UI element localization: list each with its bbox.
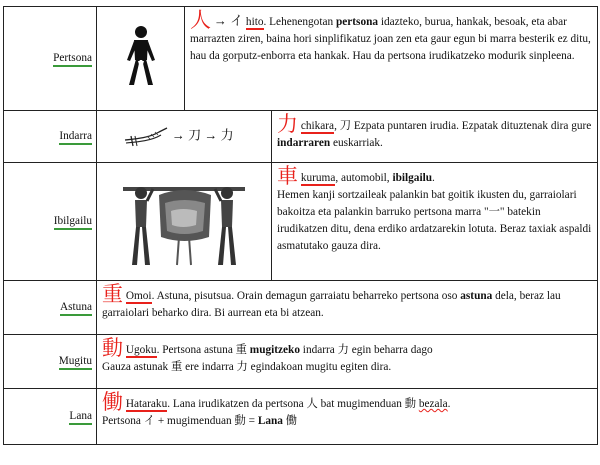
description-text: . (432, 172, 435, 184)
person-figure-cell (97, 7, 185, 111)
description-text: Gauza astunak 重 ere indarra 力 egindakoan mugitu egiten dira. (102, 361, 392, 373)
keyword: indarraren (277, 137, 331, 149)
kanji-derivation: → 刀 → 力 (171, 127, 234, 143)
row-label: Mugitu (59, 355, 92, 370)
romaji-reading: hito (245, 16, 264, 28)
kanji-character: 動 (102, 336, 123, 360)
romaji-reading: Omoi (125, 290, 152, 302)
description-text: 働 (282, 415, 298, 427)
romaji-reading: Hataraku (125, 398, 168, 410)
row-label: Lana (69, 410, 92, 425)
palanquin-bearers-illustration (119, 165, 249, 273)
kanji-table (3, 6, 598, 445)
description-text: indarra 力 egin beharra dago (299, 344, 433, 356)
person-figure-illustration (121, 25, 161, 87)
romaji-reading: Ugoku (125, 344, 157, 356)
kanji-character: 車 (277, 164, 298, 188)
row-description (97, 389, 598, 445)
row-label-cell (4, 389, 97, 445)
sword-figure-cell (97, 111, 272, 163)
row-label-cell (4, 163, 97, 281)
description-text: idazteko, burua, hankak, besoak, eta abar marrazten ziren, baina hori sinplifikatuz joan zen eta gaur egun bi marra besterik ez ditu, hau da gorputz-enborra eta hankak. Hau da pertsona irudikatzeko modurik sinpleena. (190, 16, 591, 62)
row-label: Indarra (59, 130, 92, 145)
row-label-cell (4, 7, 97, 111)
kanji-character: 力 (277, 112, 298, 136)
palanquin-figure-cell (97, 163, 272, 281)
description-text: . Pertsona astuna 重 (156, 344, 250, 356)
description-text: . Astuna, pisutsua. Orain demagun garraiatu beharreko pertsona oso (151, 290, 461, 302)
keyword: pertsona (335, 16, 379, 28)
kanji-character: 人 (190, 8, 211, 32)
keyword: Lana (257, 415, 283, 427)
description-text: . (447, 398, 451, 410)
description-text: euskarriak. (330, 137, 383, 149)
description-text: Hemen kanji sortzaileak palankin bat goitik ikusten du, garraiolari bakoitza eta palankin barruko pertsona marra "一" batekin irudikatzen ditu, dena erdiko ardatzarekin lotuta. Beraz taxiak aspaldi asmatutako gauza dira. (277, 189, 592, 252)
table-row (4, 335, 598, 389)
row-description (272, 163, 598, 281)
table-row (4, 389, 598, 445)
table-row (4, 163, 598, 281)
description-text: dela, beraz lau garraiolari beharko dira. Bi aurrean eta bi atzean. (102, 290, 561, 319)
row-label-cell (4, 281, 97, 335)
romaji-reading: chikara (300, 120, 335, 132)
romaji-reading: kuruma (300, 172, 336, 184)
spellcheck-word: bezala (418, 398, 448, 410)
keyword: astuna (460, 290, 493, 302)
row-description (185, 7, 598, 111)
row-label: Pertsona (53, 52, 92, 67)
description-text: . Lana irudikatzen da pertsona 人 bat mugimenduan 動 (167, 398, 419, 410)
kanji-character: 重 (102, 282, 123, 306)
row-label-cell (4, 335, 97, 389)
sword-sketch-illustration (123, 126, 169, 148)
description-text: , automobil, (335, 172, 393, 184)
row-description (97, 335, 598, 389)
description-text: . Lehenengotan (263, 16, 336, 28)
row-description (272, 111, 598, 163)
row-label: Astuna (60, 301, 92, 316)
row-label: Ibilgailu (54, 215, 92, 230)
keyword: mugitzeko (249, 344, 300, 356)
table-row (4, 281, 598, 335)
kanji-character: 働 (102, 390, 123, 414)
table-row (4, 111, 598, 163)
table-row (4, 7, 598, 111)
description-text: Pertsona イ + mugimenduan 動 = (102, 415, 258, 427)
keyword: ibilgailu (392, 172, 433, 184)
row-description (97, 281, 598, 335)
kanji-derivation: → イ (213, 13, 244, 28)
row-label-cell (4, 111, 97, 163)
description-text: , 刀 Ezpata puntaren irudia. Ezpatak dituztenak dira gure (334, 120, 592, 132)
